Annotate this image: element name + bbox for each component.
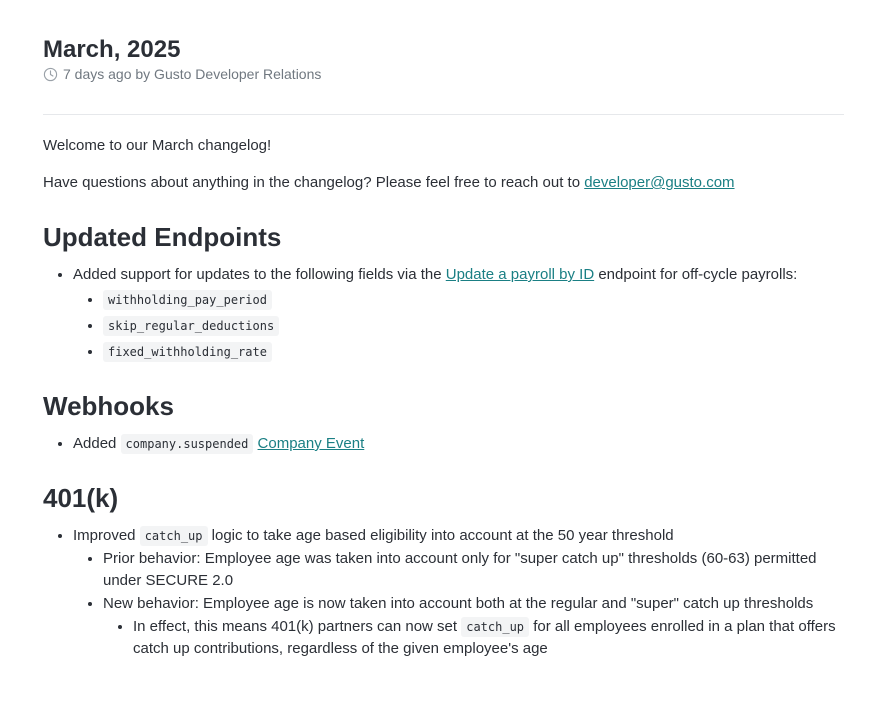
list-item [103, 593, 844, 660]
company-event-link[interactable]: Company Event [257, 435, 365, 452]
k401-sublist [73, 548, 844, 660]
list-item [133, 616, 844, 660]
k401-subsublist [103, 616, 844, 660]
list-item [103, 289, 844, 311]
post-meta-text: 7 days ago by Gusto Developer Relations [63, 66, 322, 82]
k401-heading: 401(k) [43, 483, 119, 513]
post-title: March, 2025 [43, 36, 181, 63]
field-code: fixed_withholding_rate [103, 342, 272, 362]
clock-icon [43, 67, 58, 82]
post-meta [43, 66, 844, 82]
item-text: endpoint for off-cycle payrolls: [594, 266, 798, 283]
item-text: Added support for updates to the following fields via the [73, 266, 446, 283]
questions-text [43, 172, 844, 194]
updated-endpoints-heading: Updated Endpoints [43, 222, 282, 252]
catch-up-code: catch_up [461, 617, 529, 637]
field-code: skip_regular_deductions [103, 316, 279, 336]
list-item [73, 525, 844, 660]
webhooks-heading: Webhooks [43, 391, 174, 421]
list-item [73, 264, 844, 363]
item-text: Improved [73, 527, 140, 544]
list-item: • Prior behavior: Employee age was taken into account only for "super catch up" thresholds (60-63) permitted under SECURE 2.0 [103, 548, 844, 592]
questions-prefix: Have questions about anything in the changelog? Please feel free to reach out to [43, 174, 585, 191]
list-item [103, 315, 844, 337]
field-code: withholding_pay_period [103, 290, 272, 310]
divider [43, 114, 844, 115]
item-text: for all employees enrolled in a plan that offers catch up contributions, regardless of the given employee's age [133, 618, 836, 657]
event-code: company.suspended [121, 434, 254, 454]
item-text: In effect, this means 401(k) partners can now set [133, 618, 462, 635]
welcome-text: Welcome to our March changelog! [43, 137, 272, 154]
catch-up-code: catch_up [140, 526, 208, 546]
fields-list [73, 289, 844, 363]
update-payroll-link[interactable]: Update a payroll by ID [445, 266, 595, 283]
item-text: New behavior: Employee age is now taken into account both at the regular and "super" catch up thresholds [103, 595, 814, 612]
item-text: logic to take age based eligibility into account at the 50 year threshold [207, 527, 674, 544]
list-item [73, 433, 844, 455]
item-text: Added [73, 435, 121, 452]
email-link[interactable]: developer@gusto.com [584, 174, 735, 191]
k401-list [43, 525, 844, 660]
list-item [103, 341, 844, 363]
updated-endpoints-list [43, 264, 844, 363]
webhooks-list [43, 433, 844, 455]
